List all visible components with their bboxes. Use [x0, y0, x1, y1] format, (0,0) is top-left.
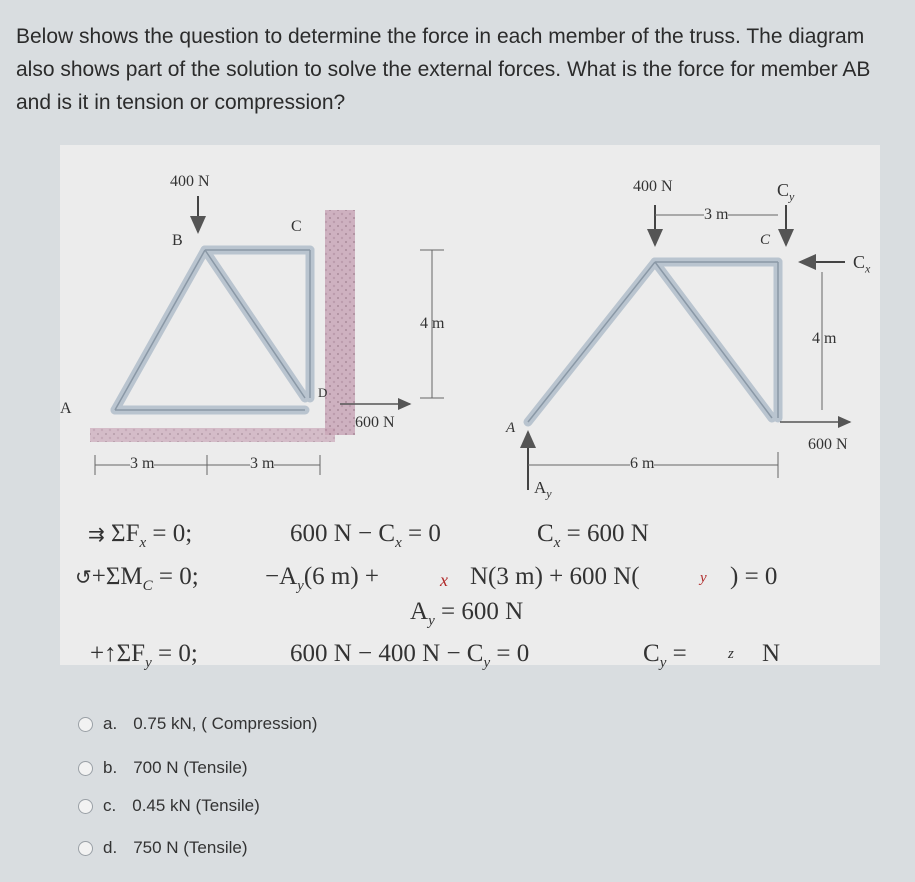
- option-a-letter: a.: [103, 714, 118, 733]
- option-c-text: 0.45 kN (Tensile): [132, 796, 260, 815]
- left-span-1: 3 m: [130, 455, 155, 472]
- left-height-label: 4 m: [420, 315, 445, 332]
- eq-mc-hand-x: x: [440, 570, 448, 590]
- option-a-text: 0.75 kN, ( Compression): [133, 714, 318, 733]
- left-label-c: C: [291, 218, 302, 235]
- option-b-letter: b.: [103, 758, 118, 777]
- option-c-letter: c.: [103, 796, 117, 815]
- option-b[interactable]: [78, 758, 248, 778]
- question-text: Below shows the question to determine the force in each member of the truss. The diagram also shows part of the solution to solve the external forces. What is the force for member AB and is it in tension or compression?: [16, 25, 871, 114]
- right-load-label: 400 N: [633, 178, 673, 195]
- right-truss: [528, 205, 850, 490]
- eq-mc-lhs: $↺+\Sigma M_C = 0$;: [75, 563, 199, 594]
- left-truss: [90, 196, 444, 475]
- option-d-letter: d.: [103, 838, 118, 857]
- right-force-label: 600 N: [808, 436, 848, 453]
- eq-cy-result: $C_y$ =: [643, 640, 687, 671]
- eq-mc-body-3: N(3 m) + 600 N(: [470, 563, 640, 590]
- right-height-label: 4 m: [812, 330, 837, 347]
- eq-ay-result: $A_y = 600$ N: [410, 598, 524, 629]
- eq-fx-result: $C_x = 600$ N: [537, 520, 649, 551]
- option-a[interactable]: [78, 714, 317, 734]
- right-ay-label: $A_y$: [534, 478, 552, 501]
- eq-fx-mid: 600 $N - C_x = 0$: [290, 520, 441, 551]
- eq-cy-unit: N: [762, 640, 781, 667]
- eq-cy-hand: z: [728, 646, 734, 662]
- option-d[interactable]: [78, 838, 248, 858]
- eq-fx-lhs: ⇉ $\Sigma F_x = 0$;: [88, 520, 193, 551]
- left-span-2: 3 m: [250, 455, 275, 472]
- eq-mc-body-4: ) = 0: [730, 563, 778, 590]
- left-load-label: 400 N: [170, 173, 210, 190]
- option-b-text: 700 N (Tensile): [133, 758, 248, 777]
- right-label-c: C: [760, 232, 771, 248]
- eq-fy-lhs: $+↑\Sigma F_y = 0$;: [90, 640, 198, 671]
- right-cy-label: $C_y$: [777, 180, 795, 204]
- left-label-d: D: [318, 385, 328, 400]
- right-cx-label: $C_x$: [853, 252, 871, 276]
- left-label-b: B: [172, 232, 183, 249]
- left-label-a: A: [60, 400, 72, 417]
- radio-c[interactable]: [78, 799, 93, 814]
- eq-mc-hand-y: y: [700, 570, 707, 586]
- left-force-label: 600 N: [355, 414, 395, 431]
- right-label-a: A: [506, 420, 516, 436]
- radio-d[interactable]: [78, 841, 93, 856]
- eq-mc-body: $-A_y(6$ m) +: [265, 563, 380, 594]
- radio-b[interactable]: [78, 761, 93, 776]
- right-span-label: 6 m: [630, 455, 655, 472]
- eq-fy-mid: 600 N − 400 $N - C_y = 0$: [290, 640, 530, 671]
- option-d-text: 750 N (Tensile): [133, 838, 248, 857]
- right-dim-top: 3 m: [704, 206, 729, 223]
- radio-a[interactable]: [78, 717, 93, 732]
- option-c[interactable]: [78, 796, 260, 816]
